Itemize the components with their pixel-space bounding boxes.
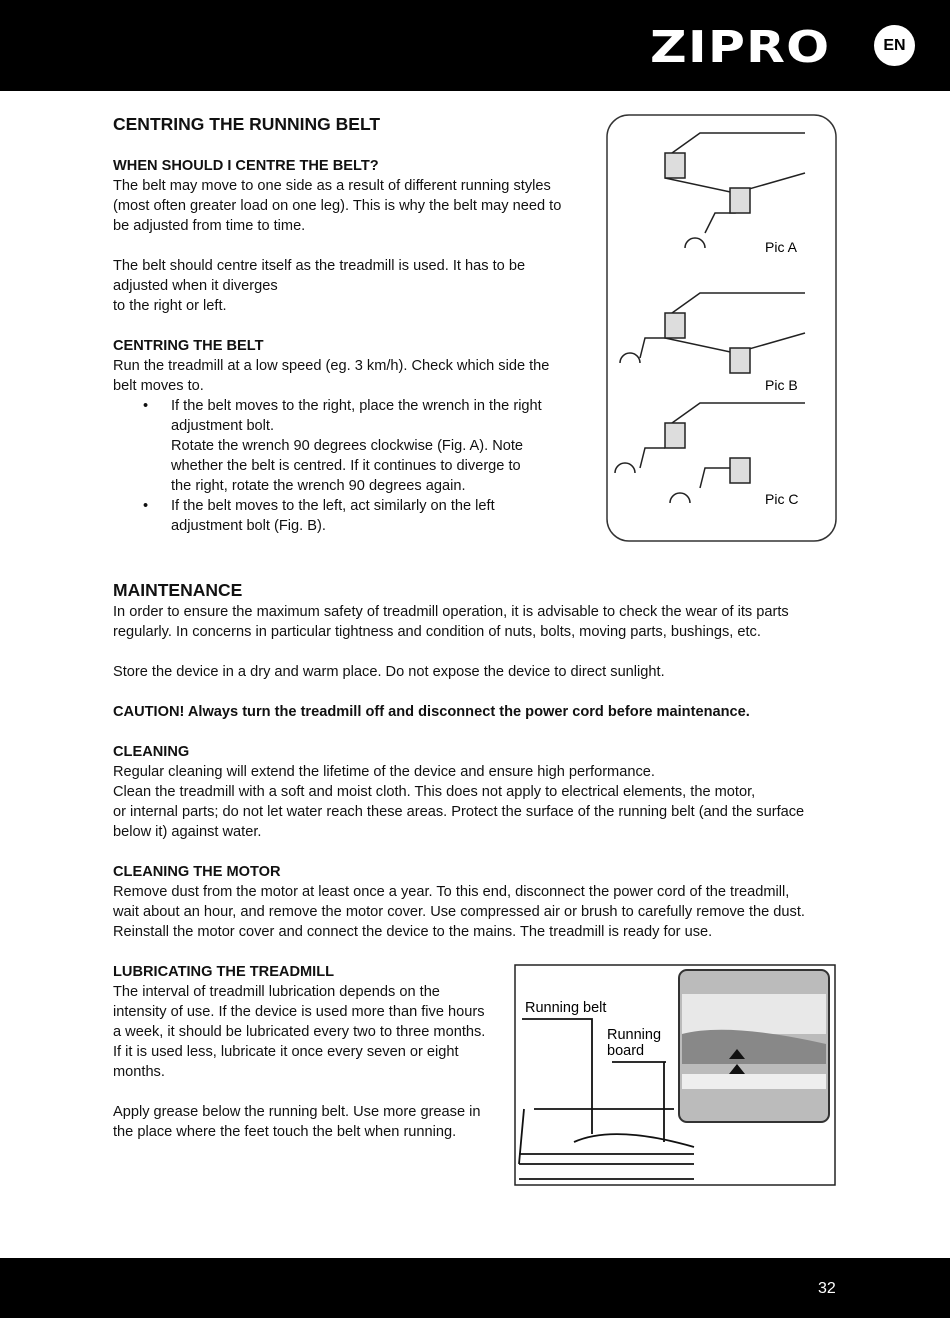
- text-line: The interval of treadmill lubrication depends on the: [113, 984, 440, 1000]
- text-line: months.: [113, 1064, 165, 1080]
- text-line: In order to ensure the maximum safety of treadmill operation, it is advisable to check the wear of its parts: [113, 604, 789, 620]
- text-line: Regular cleaning will extend the lifetime of the device and ensure high performance.: [113, 764, 655, 780]
- text-line: Reinstall the motor cover and connect the device to the mains. The treadmill is ready for use.: [113, 924, 713, 940]
- text-line: the right, rotate the wrench 90 degrees again.: [171, 478, 466, 494]
- subheading: WHEN SHOULD I CENTRE THE BELT?: [113, 158, 379, 174]
- text-line: intensity of use. If the device is used more than five hours: [113, 1004, 485, 1020]
- text-line: Remove dust from the motor at least once a year. To this end, disconnect the power cord of the treadmill,: [113, 884, 790, 900]
- text-line: regularly. In concerns in particular tightness and condition of nuts, bolts, moving parts, bushings, etc.: [113, 624, 761, 640]
- text-line: Store the device in a dry and warm place. Do not expose the device to direct sunlight.: [113, 664, 665, 680]
- text-line: adjusted when it diverges: [113, 278, 278, 294]
- bullet-item: • If the belt moves to the left, act similarly on the left: [143, 498, 495, 514]
- pic-b-label: Pic B: [765, 377, 798, 393]
- text-line: Run the treadmill at a low speed (eg. 3 km/h). Check which side the: [113, 358, 550, 374]
- section-title: CENTRING THE RUNNING BELT: [113, 114, 381, 134]
- running-board-label: Running: [607, 1027, 662, 1043]
- footer-bar: [0, 1258, 950, 1318]
- text-line: adjustment bolt.: [171, 418, 275, 434]
- centring-text: [113, 156, 561, 536]
- section-centring: [113, 114, 380, 134]
- page-number: 32: [818, 1280, 836, 1297]
- text-line: to the right or left.: [113, 298, 227, 314]
- pic-c-label: Pic C: [765, 491, 799, 507]
- text-line: If it is used less, lubricate it once every seven or eight: [113, 1044, 459, 1060]
- text-line: The belt may move to one side as a result of different running styles: [113, 178, 551, 194]
- text-line: or internal parts; do not let water reach these areas. Protect the surface of the running belt (and the surface: [113, 804, 805, 820]
- text-line: wait about an hour, and remove the motor cover. Use compressed air or brush to carefully remove the dust.: [113, 904, 805, 920]
- subheading: LUBRICATING THE TREADMILL: [113, 964, 335, 980]
- pic-a-label: Pic A: [765, 239, 797, 255]
- text-line: Clean the treadmill with a soft and moist cloth. This does not apply to electrical elements, the motor,: [113, 784, 756, 800]
- text-line: the place where the feet touch the belt when running.: [113, 1124, 457, 1140]
- text-line: whether the belt is centred. If it continues to diverge to: [171, 458, 521, 474]
- text-line: below it) against water.: [113, 824, 262, 840]
- running-belt-label: Running belt: [525, 1000, 607, 1016]
- text-line: be adjusted from time to time.: [113, 218, 306, 234]
- text-line: belt moves to.: [113, 378, 204, 394]
- caution-text: CAUTION! Always turn the treadmill off and disconnect the power cord before maintenance.: [113, 704, 750, 720]
- section-maintenance: [113, 580, 242, 600]
- text-line: Rotate the wrench 90 degrees clockwise (Fig. A). Note: [171, 438, 524, 454]
- bullet-item: • If the belt moves to the right, place the wrench in the right: [143, 398, 542, 414]
- text-line: Apply grease below the running belt. Use more grease in: [113, 1104, 481, 1120]
- lubrication-figure: [514, 964, 836, 1186]
- language-badge: EN: [874, 25, 915, 66]
- text-line: The belt should centre itself as the treadmill is used. It has to be: [113, 258, 526, 274]
- subheading: CLEANING THE MOTOR: [113, 864, 281, 880]
- text-line: adjustment bolt (Fig. B).: [171, 518, 326, 534]
- text-line: a week, it should be lubricated every two to three months.: [113, 1024, 486, 1040]
- text-line: (most often greater load on one leg). This is why the belt may need to: [113, 198, 562, 214]
- belt-adjustment-figure: [605, 113, 838, 543]
- section-title: MAINTENANCE: [113, 580, 243, 600]
- subheading: CENTRING THE BELT: [113, 338, 264, 354]
- running-board-label-2: board: [607, 1043, 645, 1059]
- zipro-logo: ZIPRO: [650, 22, 831, 73]
- header-bar: [0, 0, 950, 91]
- subheading: CLEANING: [113, 744, 190, 760]
